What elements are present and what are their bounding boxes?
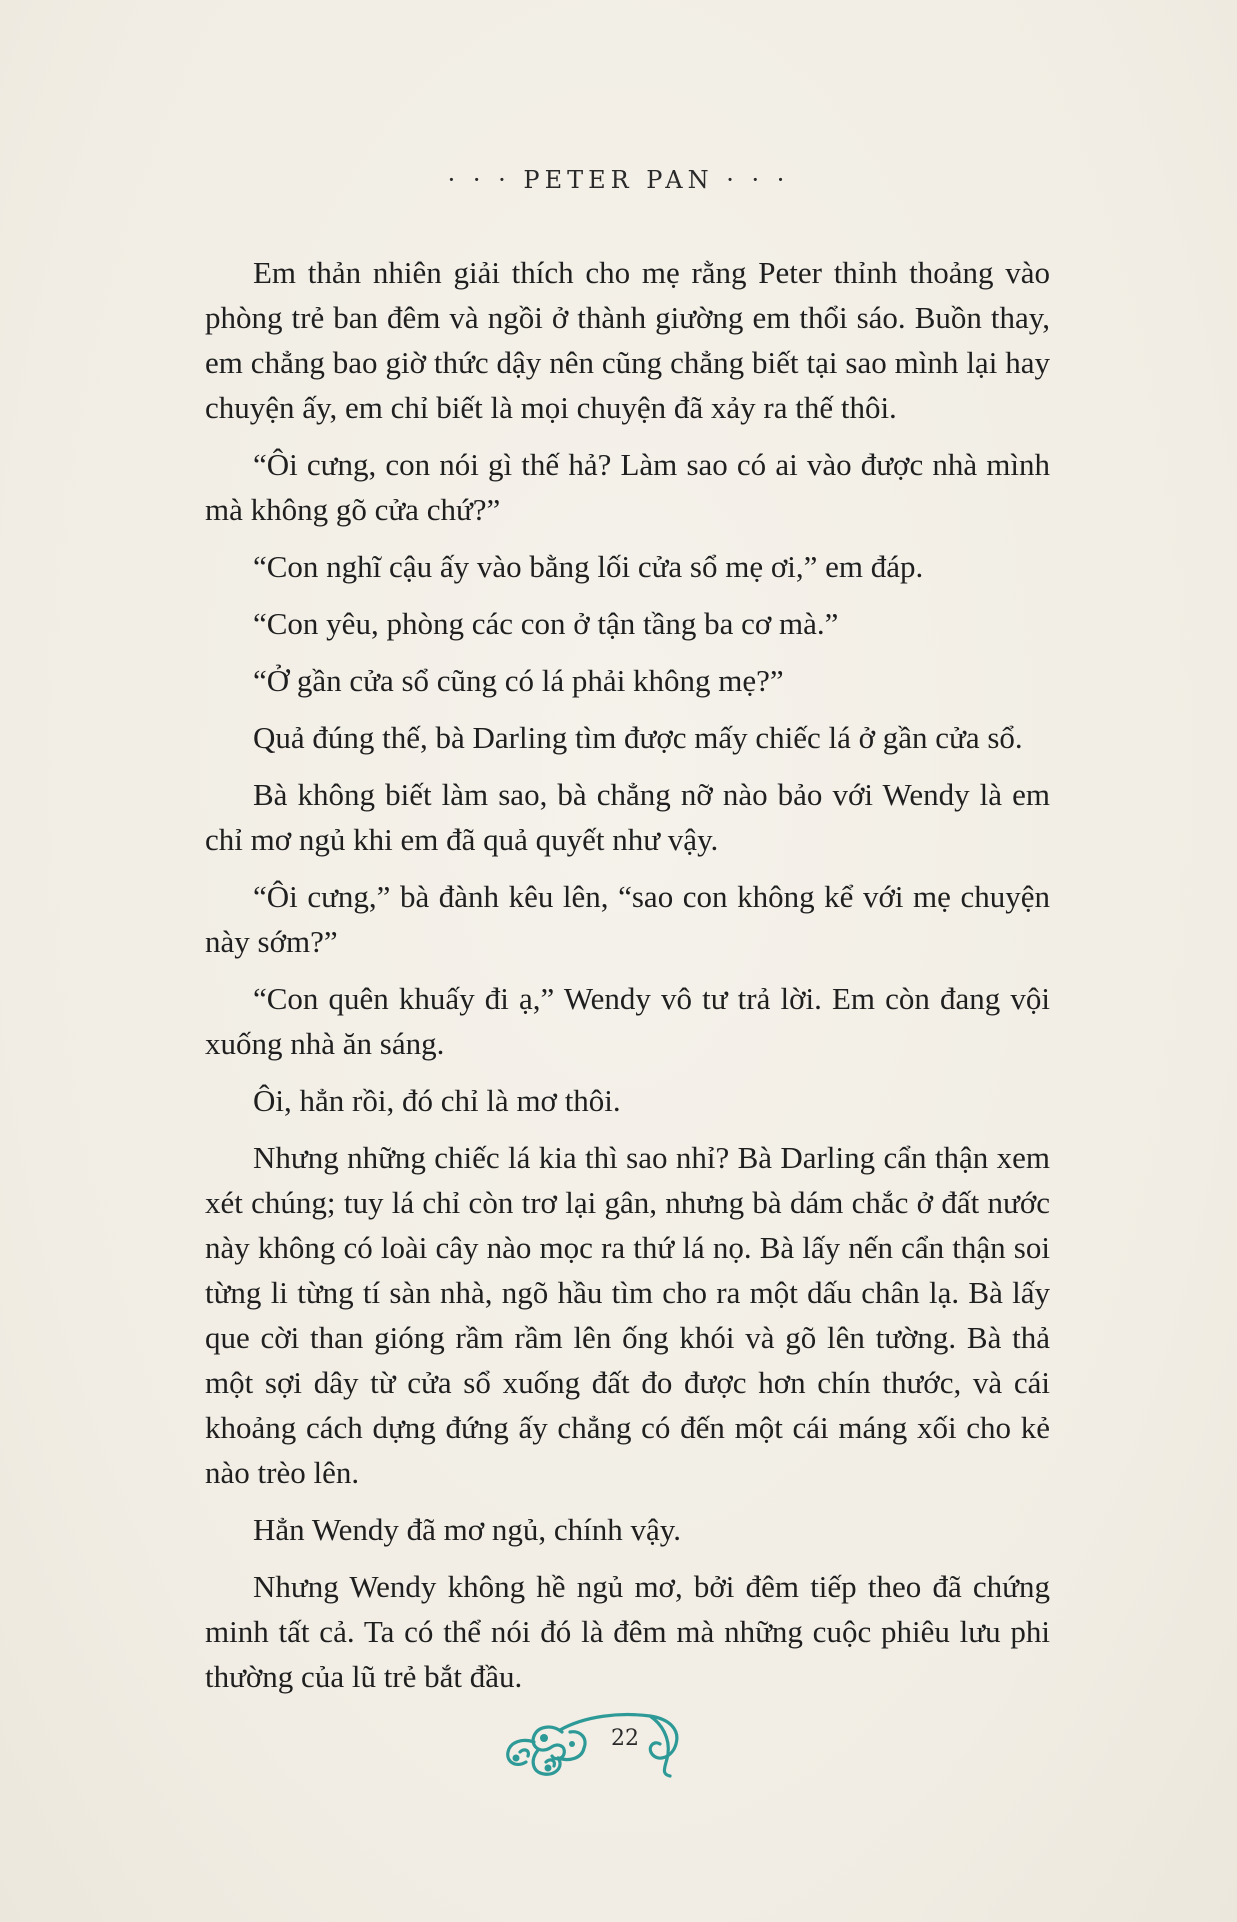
paragraph: “Ôi cưng, con nói gì thế hả? Làm sao có ai vào được nhà mình mà không gõ cửa chứ?”	[205, 447, 1050, 527]
body-text	[205, 250, 1050, 1711]
paragraph: Hẳn Wendy đã mơ ngủ, chính vậy.	[253, 1512, 682, 1547]
paragraph: Bà không biết làm sao, bà chẳng nỡ nào bảo với Wendy là em chỉ mơ ngủ khi em đã quả quyết như vậy.	[205, 777, 1050, 857]
paragraph: “Con nghĩ cậu ấy vào bằng lối cửa sổ mẹ ơi,” em đáp.	[253, 549, 924, 584]
paragraph: Ôi, hẳn rồi, đó chỉ là mơ thôi.	[253, 1083, 621, 1118]
paragraph: Em thản nhiên giải thích cho mẹ rằng Peter thỉnh thoảng vào phòng trẻ ban đêm và ngồi ở thành giường em thổi sáo. Buồn thay, em chẳng bao giờ thức dậy nên cũng chẳng biết tại sao mình lại hay chuyện ấy, em chỉ biết là mọi chuyện đã xảy ra thế thôi.	[205, 255, 1050, 425]
page-number: 22	[611, 1726, 639, 1751]
paragraph: “Ở gần cửa sổ cũng có lá phải không mẹ?”	[253, 663, 784, 698]
paragraph: “Con quên khuấy đi ạ,” Wendy vô tư trả lời. Em còn đang vội xuống nhà ăn sáng.	[205, 981, 1050, 1061]
paragraph: Nhưng những chiếc lá kia thì sao nhỉ? Bà Darling cẩn thận xem xét chúng; tuy lá chỉ còn trơ lại gân, nhưng bà dám chắc ở đất nước này không có loài cây nào mọc ra thứ lá nọ. Bà lấy nến cẩn thận soi từng li từng tí sàn nhà, ngõ hầu tìm cho ra một dấu chân lạ. Bà lấy que cời than gióng rầm rầm lên ống khói và gõ lên tường. Bà thả một sợi dây từ cửa sổ xuống đất đo được hơn chín thước, và cái khoảng cách dựng đứng ấy chẳng có đến một cái máng xối cho kẻ nào trèo lên.	[205, 1140, 1050, 1490]
paragraph: “Ôi cưng,” bà đành kêu lên, “sao con không kể với mẹ chuyện này sớm?”	[205, 879, 1050, 959]
paragraph: “Con yêu, phòng các con ở tận tầng ba cơ mà.”	[253, 606, 839, 641]
running-header: · · · PETER PAN · · ·	[447, 166, 790, 194]
paragraph: Nhưng Wendy không hề ngủ mơ, bởi đêm tiếp theo đã chứng minh tất cả. Ta có thể nói đó là đêm mà những cuộc phiêu lưu phi thường của lũ trẻ bắt đầu.	[205, 1569, 1050, 1694]
flourish-ornament-icon	[500, 1702, 690, 1782]
paragraph: Quả đúng thế, bà Darling tìm được mấy chiếc lá ở gần cửa sổ.	[253, 720, 1023, 755]
page-footer	[500, 1702, 690, 1782]
